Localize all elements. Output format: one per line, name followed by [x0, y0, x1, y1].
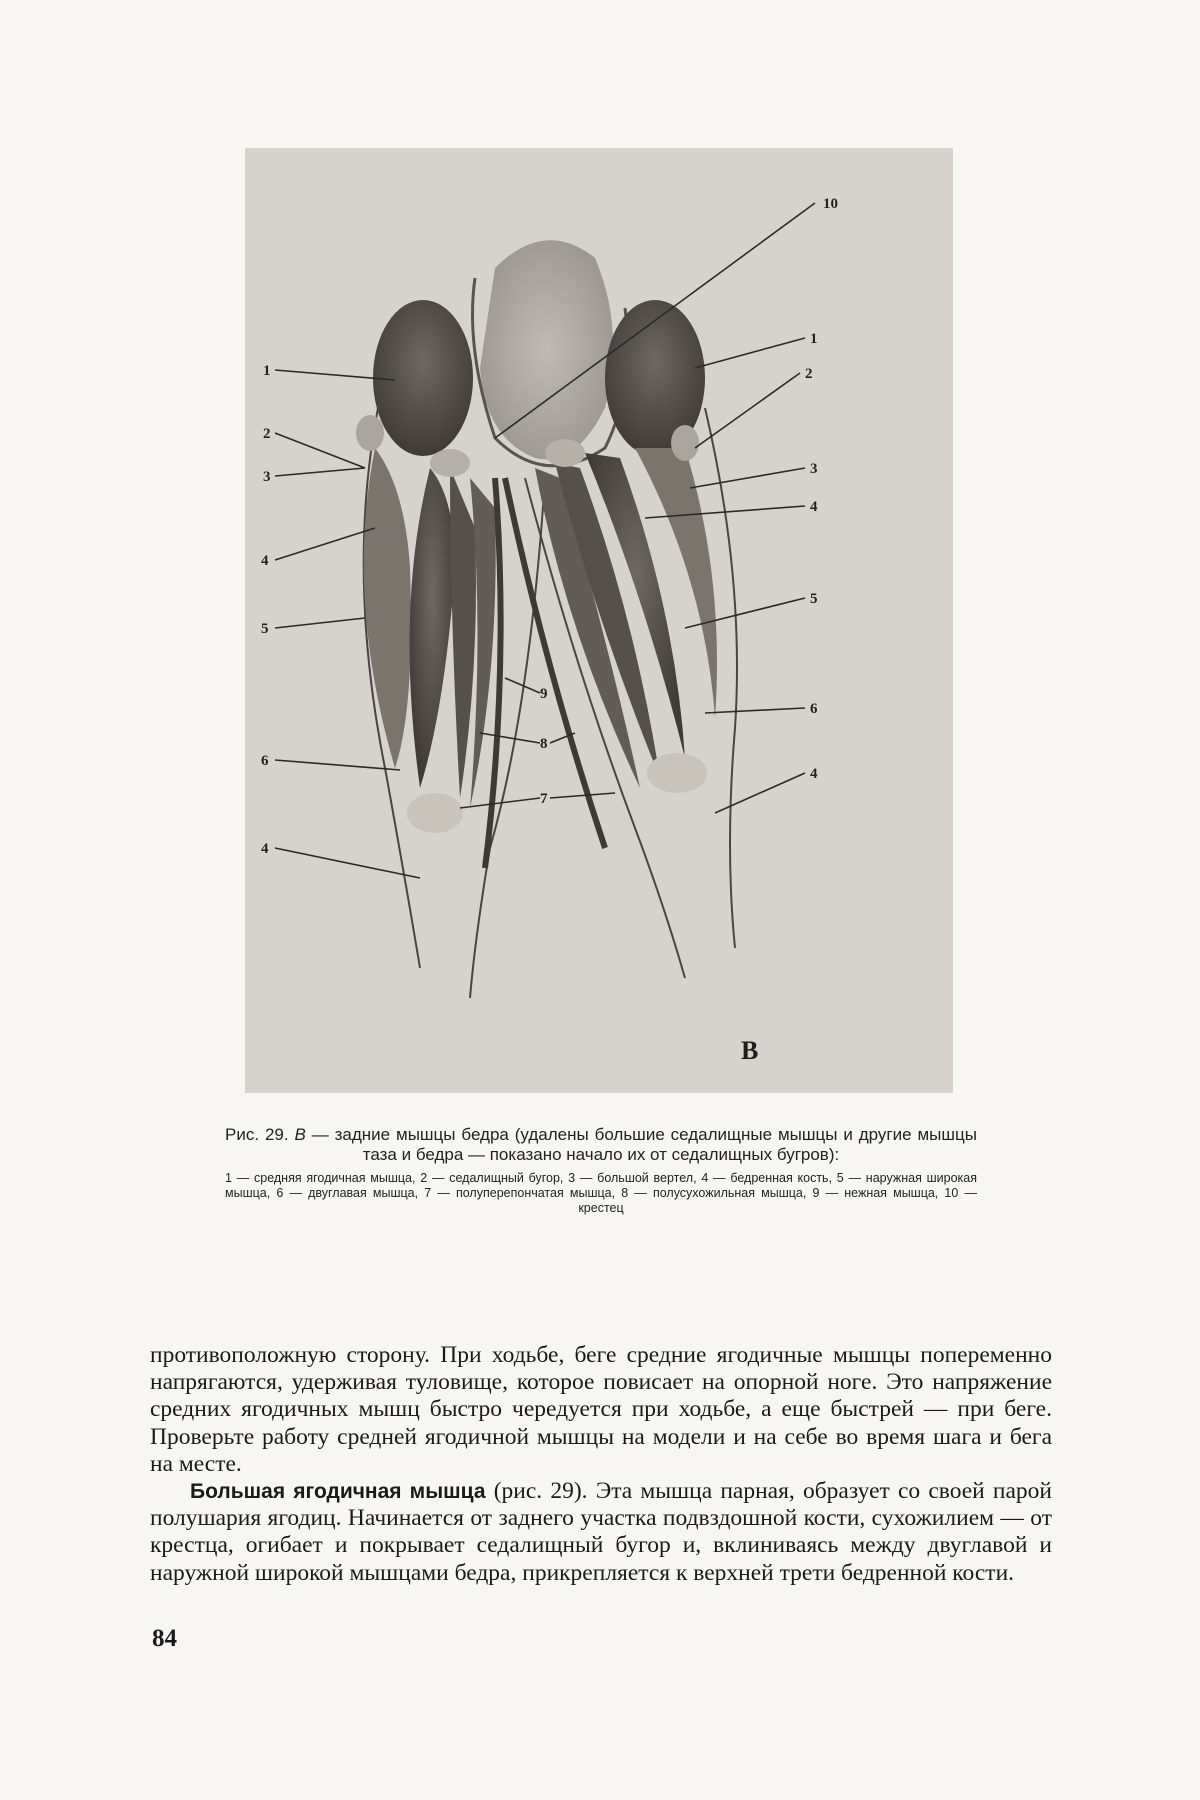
- right-ischial-tuberosity: [545, 439, 585, 467]
- right-knee: [647, 753, 707, 793]
- label-center-8: 8: [540, 736, 548, 752]
- caption-title: [225, 1125, 977, 1165]
- label-right-2: 2: [805, 366, 813, 382]
- left-ischial-tuberosity: [430, 449, 470, 477]
- caption-title-text: — задние мышцы бедра (удалены большие седалищные мышцы и другие мышцы таза и бедра — показано начало их от седалищных бугров):: [311, 1125, 977, 1164]
- paragraph-2: [150, 1478, 1052, 1587]
- label-left-3: 3: [263, 469, 271, 485]
- page-number: 84: [152, 1625, 177, 1652]
- figure-caption: [225, 1125, 977, 1216]
- label-right-5: 5: [810, 591, 818, 607]
- label-right-4: 4: [810, 499, 818, 515]
- left-gluteus-medius: [373, 300, 473, 456]
- left-biceps-femoris: [410, 468, 455, 788]
- sacrum-shape: [480, 240, 613, 459]
- label-right-3: 3: [810, 461, 818, 477]
- right-greater-trochanter: [671, 425, 699, 461]
- label-left-6: 6: [261, 753, 269, 769]
- paragraph-2-text: (рис. 29). Эта мышца парная, образует со своей парой полушария ягодиц. Начинается от заднего участка подвздошной кости, сухожилием — от крестца, огибает и покрывает седалищный бугор и, вклиниваясь между двуглавой и наружной широкой мышцами бедра, прикрепляется к верхней трети бедренной кости.: [150, 1478, 1052, 1586]
- figure-letter: В: [741, 1036, 759, 1065]
- label-right-4b: 4: [810, 766, 818, 782]
- body-text: [150, 1342, 1052, 1587]
- paragraph-1: противоположную сторону. При ходьбе, беге средние ягодичные мышцы попеременно напрягаются, удерживая туловище, которое повисает на опорной ноге. Это напряжение средних ягодичных мышц быстро чередуется при ходьбе, а еще быстрей — при беге. Проверьте работу средней ягодичной мышцы на модели и на себе во время шага и бега на месте.: [150, 1342, 1052, 1477]
- left-semitendinosus: [450, 468, 476, 798]
- label-left-5: 5: [261, 621, 269, 637]
- caption-fig-number: Рис. 29.: [225, 1125, 289, 1144]
- left-vastus-lateralis: [364, 448, 411, 768]
- label-left-4b: 4: [261, 841, 269, 857]
- label-center-7: 7: [540, 791, 548, 807]
- label-left-1: 1: [263, 363, 271, 379]
- label-right-1: 1: [810, 331, 818, 347]
- label-center-9: 9: [540, 686, 548, 702]
- label-right-6: 6: [810, 701, 818, 717]
- label-left-2: 2: [263, 426, 271, 442]
- label-left-4: 4: [261, 553, 269, 569]
- left-greater-trochanter: [356, 415, 384, 451]
- thigh-muscles-illustration: [245, 148, 953, 1093]
- term-gluteus-maximus: Большая ягодичная мышца: [190, 1480, 486, 1504]
- label-right-10: 10: [823, 196, 838, 212]
- caption-legend: 1 — средняя ягодичная мышца, 2 — седалищный бугор, 3 — большой вертел, 4 — бедренная кость, 5 — наружная широкая мышца, 6 — двуглавая мышца, 7 — полуперепончатая мышца, 8 — полусухожильная мышца, 9 — нежная мышца, 10 — крестец: [225, 1171, 977, 1215]
- anatomy-figure: [245, 148, 953, 1093]
- caption-letter: В: [294, 1125, 306, 1144]
- left-knee: [407, 793, 463, 833]
